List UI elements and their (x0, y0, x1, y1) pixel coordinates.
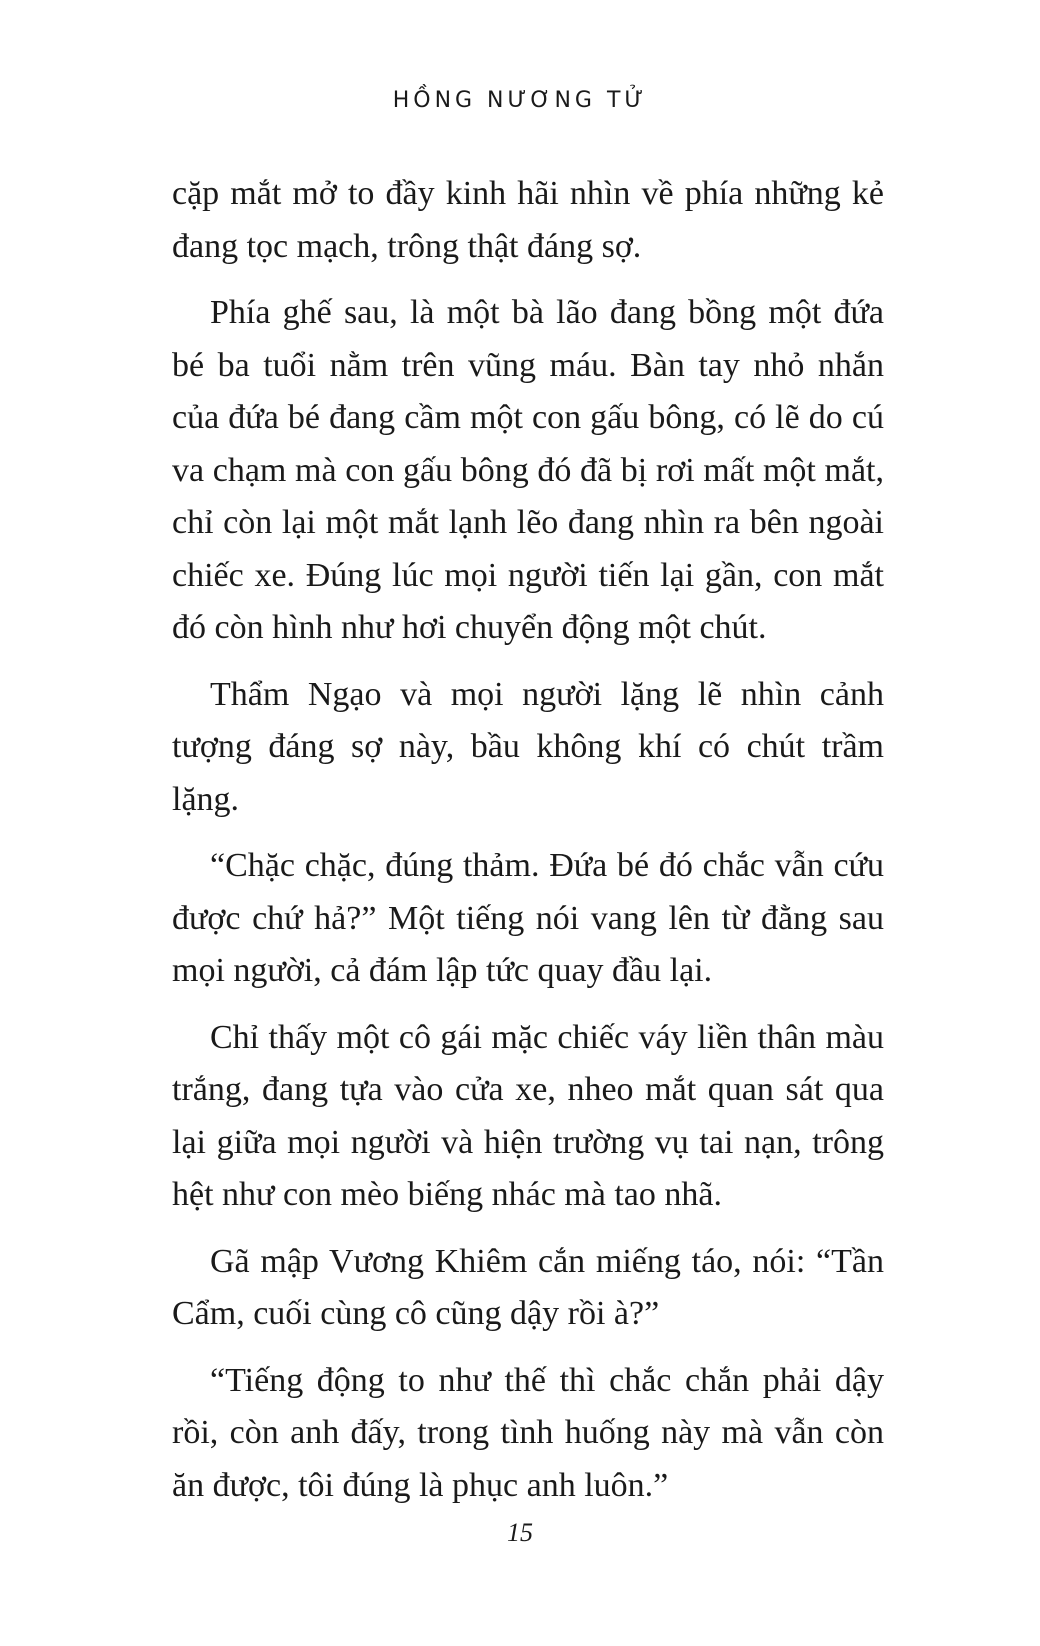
page-number: 15 (507, 1518, 533, 1547)
paragraph: Chỉ thấy một cô gái mặc chiếc váy liền thân màu trắng, đang tựa vào cửa xe, nheo mắt quan sát qua lại giữa mọi người và hiện trường vụ tai nạn, trông hệt như con mèo biếng nhác mà tao nhã. (172, 1018, 884, 1213)
paragraph: “Tiếng động to như thế thì chắc chắn phải dậy rồi, còn anh đấy, trong tình huống này mà vẫn còn ăn được, tôi đúng là phục anh luôn.” (172, 1361, 884, 1504)
paragraph: Gã mập Vương Khiêm cắn miếng táo, nói: “Tần Cẩm, cuối cùng cô cũng dậy rồi à?” (172, 1242, 884, 1332)
paragraph-continued: cặp mắt mở to đầy kinh hãi nhìn về phía những kẻ đang tọc mạch, trông thật đáng sợ. (172, 175, 884, 265)
body-text (172, 168, 884, 1526)
paragraph: Thẩm Ngạo và mọi người lặng lẽ nhìn cảnh tượng đáng sợ này, bầu không khí có chút trầm lặng. (172, 675, 884, 818)
running-header: HỒNG NƯƠNG TỬ (392, 88, 648, 113)
paragraph: “Chặc chặc, đúng thảm. Đứa bé đó chắc vẫn cứu được chứ hả?” Một tiếng nói vang lên từ đằng sau mọi người, cả đám lập tức quay đầu lại. (172, 847, 884, 989)
paragraph: Phía ghế sau, là một bà lão đang bồng một đứa bé ba tuổi nằm trên vũng máu. Bàn tay nhỏ nhắn của đứa bé đang cầm một con gấu bông, có lẽ do cú va chạm mà con gấu bông đó đã bị rơi mất một mắt, chỉ còn lại một mắt lạnh lẽo đang nhìn ra bên ngoài chiếc xe. Đúng lúc mọi người tiến lại gần, con mắt đó còn hình như hơi chuyển động một chút. (172, 294, 884, 646)
